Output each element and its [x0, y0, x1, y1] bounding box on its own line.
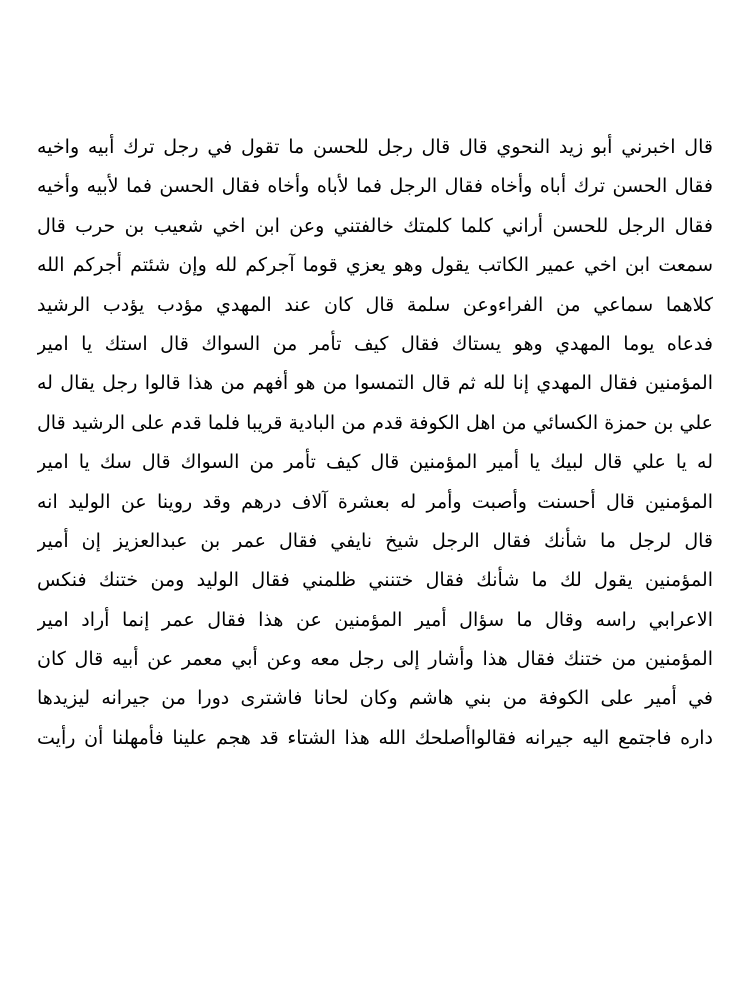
text-line: المؤمنين من ختنك فقال هذا وأشار إلى رجل معه وعن أبي معمر عن أبيه قال كان	[37, 648, 713, 671]
text-line: فقال الحسن ترك أباه وأخاه فقال الرجل فما لأباه وأخاه فقال الحسن فما لأبيه وأخيه	[37, 175, 713, 198]
text-line: في أمير على الكوفة من بني هاشم وكان لحانا فاشترى دورا من جيرانه ليزيدها	[37, 687, 713, 710]
text-line: قال لرجل ما شأنك فقال الرجل شيخ نايفي فقال عمر بن عبدالعزيز إن أمير	[37, 529, 713, 552]
text-line: داره فاجتمع اليه جيرانه فقالواأصلحك الله هذا الشتاء قد هجم علينا فأمهلنا أن رأيت	[37, 726, 713, 749]
text-line: قال اخبرني أبو زيد النحوي قال قال رجل للحسن ما تقول في رجل ترك أبيه واخيه	[37, 136, 713, 158]
arabic-text-body	[37, 128, 713, 758]
text-line: سمعت ابن اخي عمير الكاتب يقول وهو يعزي قوما آجركم لله وإن شئتم أجركم الله	[37, 254, 713, 277]
text-line: كلاهما سماعي من الفراءوعن سلمة قال كان عند المهدي مؤدب يؤدب الرشيد	[37, 293, 713, 316]
text-line: علي بن حمزة الكسائي من اهل الكوفة قدم من البادية قريبا فلما قدم على الرشيد قال	[37, 411, 713, 434]
text-line: له يا علي قال لبيك يا أمير المؤمنين قال كيف تأمر من السواك قال سك يا امير	[37, 451, 713, 474]
text-line: الاعرابي راسه وقال ما سؤال أمير المؤمنين عن هذا فقال عمر إنما أراد امير	[37, 608, 713, 631]
text-line: فدعاه يوما المهدي وهو يستاك فقال كيف تأمر من السواك قال استك يا امير	[37, 332, 713, 355]
text-line: فقال الرجل للحسن أراني كلما كلمتك خالفتني وعن ابن اخي شعيب بن حرب قال	[37, 214, 713, 237]
text-line: المؤمنين قال أحسنت وأصبت وأمر له بعشرة آلاف درهم وقد روينا عن الوليد انه	[37, 490, 713, 513]
text-line: المؤمنين يقول لك ما شأنك فقال ختنني ظلمني فقال الوليد ومن ختنك فنكس	[37, 569, 713, 592]
text-line: المؤمنين فقال المهدي إنا لله ثم قال التمسوا من هو أفهم من هذا قالوا رجل يقال له	[37, 372, 713, 395]
